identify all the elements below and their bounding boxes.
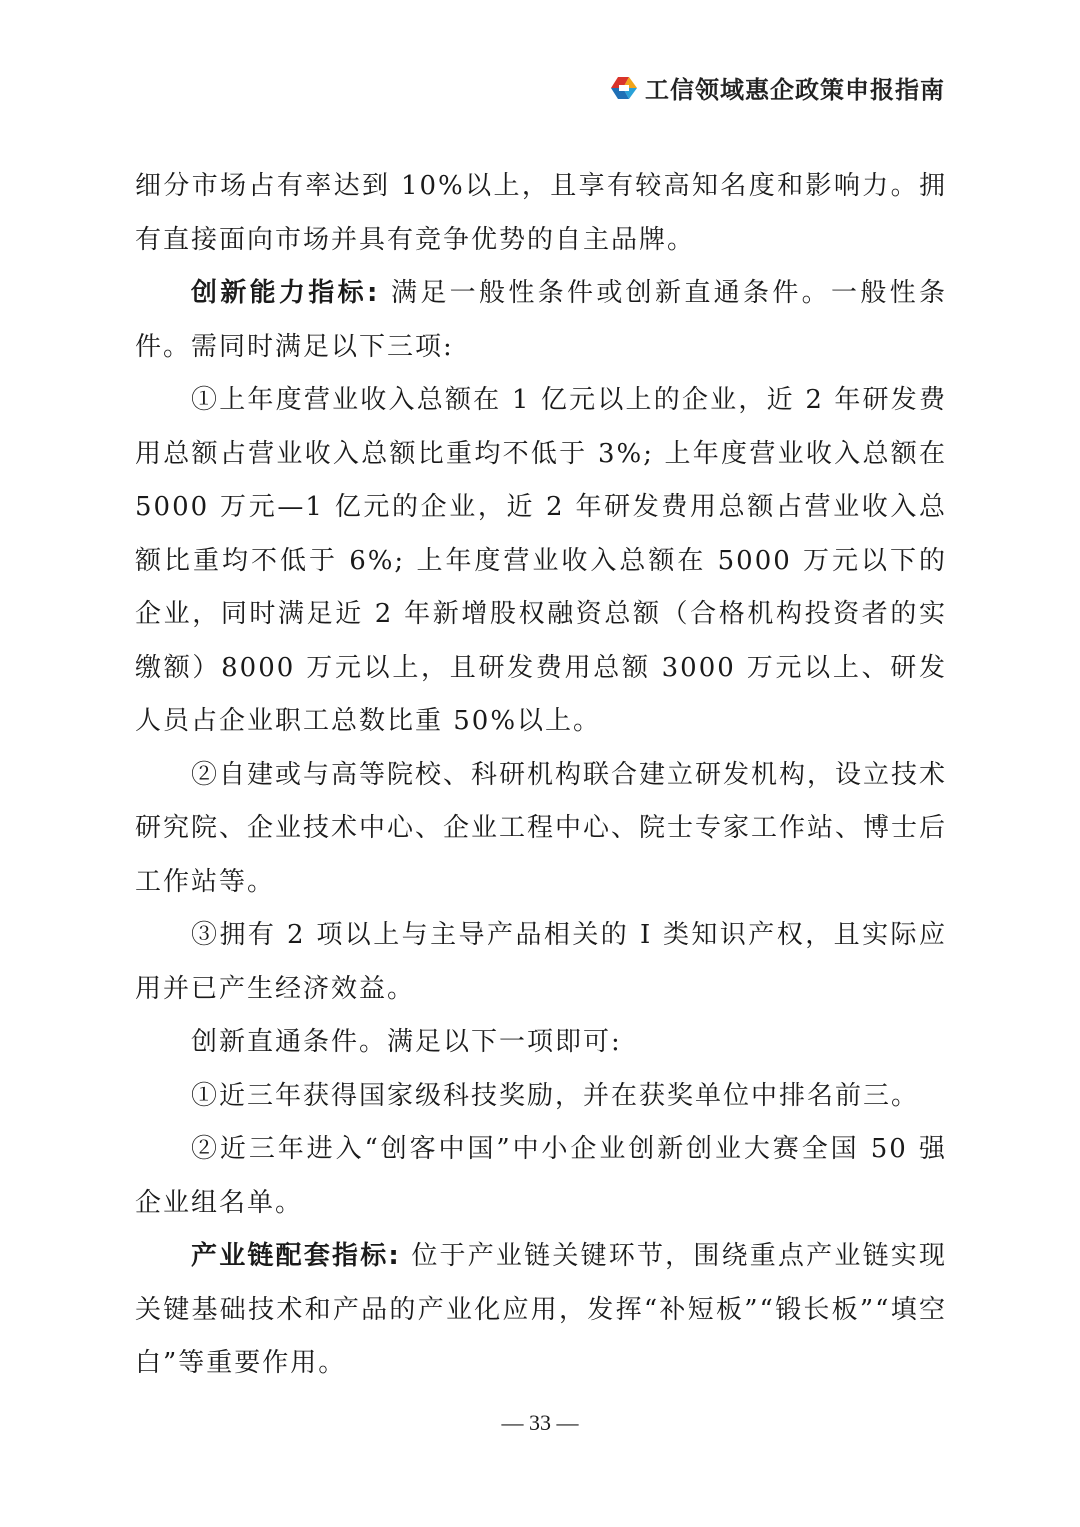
supply-chain-indicator-text: 位于产业链关键环节，围绕重点产业链实现关键基础技术和产品的产业化应用，发挥“补短板”“锻长板”“填空白”等重要作用。 (135, 1241, 948, 1378)
paragraph-condition-2: ②自建或与高等院校、科研机构联合建立研发机构，设立技术研究院、企业技术中心、企业工程中心、院士专家工作站、博士后工作站等。 (135, 759, 948, 897)
paragraph-innovation-indicator (135, 267, 947, 374)
innovation-indicator-heading: 创新能力指标: (191, 278, 380, 308)
paragraph-direct-1: ①近三年获得国家级科技奖励，并在获奖单位中排名前三。 (191, 1080, 920, 1111)
header-title: 工信领域惠企政策申报指南 (645, 76, 945, 104)
supply-chain-indicator-heading: 产业链配套指标: (191, 1241, 401, 1271)
industry-info-logo-icon (609, 75, 639, 101)
paragraph-condition-3: ③拥有 2 项以上与主导产品相关的 I 类知识产权，且实际应用并已产生经济效益。 (135, 920, 947, 1004)
paragraph-supply-chain-indicator (135, 1230, 947, 1391)
document-body (135, 160, 947, 1391)
paragraph-condition-1: ①上年度营业收入总额在 1 亿元以上的企业，近 2 年研发费用总额占营业收入总额比重均不低于 3%; 上年度营业收入总额在 5000 万元—1 亿元的企业，近 2 年研发费用总额占营业收入总额比重均不低于 6%; 上年度营业收入总额在 5000 万元以下的企业，同时满足近 2 年新增股权融资总额（合格机构投资者的实缴额）8000 万元以上，且研发费用总额 3000 万元以上、研发人员占企业职工总数比重 50%以上。 (135, 385, 947, 736)
paragraph-direct-2: ②近三年进入“创客中国”中小企业创新创业大赛全国 50 强企业组名单。 (135, 1134, 947, 1218)
page-number: — 33 — (501, 1410, 579, 1435)
page-header (609, 70, 945, 105)
paragraph-market-share: 细分市场占有率达到 10%以上，且享有较高知名度和影响力。拥有直接面向市场并具有竞争优势的自主品牌。 (135, 171, 947, 255)
paragraph-direct-condition: 创新直通条件。满足以下一项即可: (191, 1027, 622, 1057)
innovation-indicator-text: 满足一般性条件或创新直通条件。一般性条件。需同时满足以下三项: (135, 278, 948, 362)
